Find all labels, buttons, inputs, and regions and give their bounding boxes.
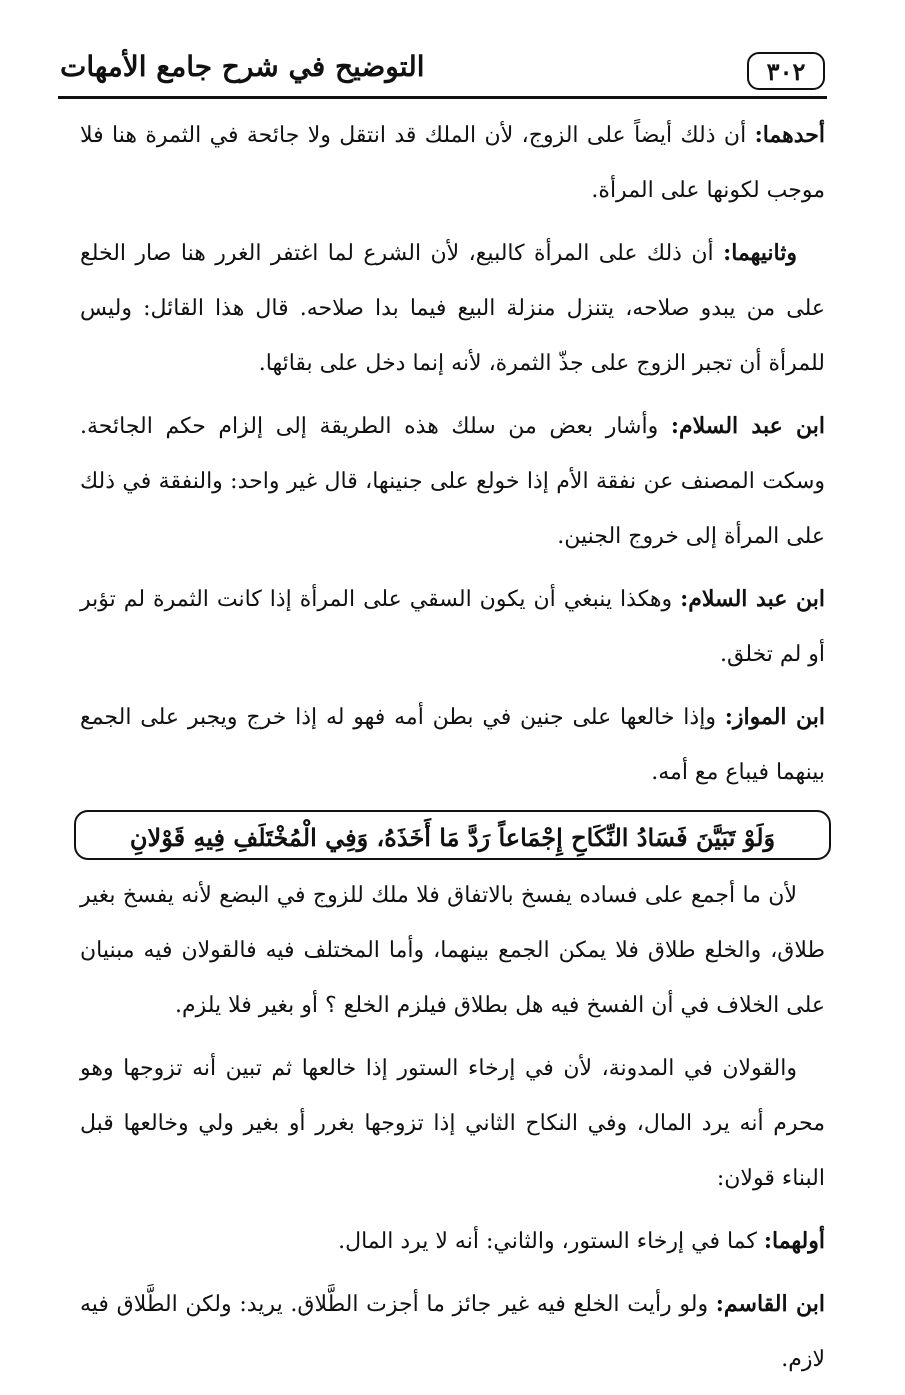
paragraph-2 [80, 226, 825, 391]
paragraph-text: لأن ما أجمع على فساده يفسخ بالاتفاق فلا ملك للزوج في البضع لأنه يفسخ بغير طلاق، والخلع طلاق فلا يمكن الجمع بينهما، وأما المختلف فيه فالقولان فيه مبنيان على الخلاف في أن الفسخ فيه هل بطلاق فيلزم الخلع ؟ أو بغير فلا يلزم. [80, 883, 825, 1018]
paragraph-text: كما في إرخاء الستور، والثاني: أنه لا يرد المال. [338, 1229, 764, 1254]
paragraph-lead: ابن عبد السلام: [680, 586, 825, 612]
paragraph-3 [80, 399, 825, 564]
paragraph-text: أن ذلك على المرأة كالبيع، لأن الشرع لما اغتفر الغرر هنا صار الخلع على من يبدو صلاحه، يتنزل منزلة البيع فيما بدا صلاحه. قال هذا القائل: وليس للمرأة أن تجبر الزوج على جذّ الثمرة، لأنه إنما دخل على بقائها. [80, 241, 825, 376]
paragraph-lead: أولهما: [763, 1228, 825, 1254]
paragraph-6 [80, 868, 825, 1033]
running-title: التوضيح في شرح جامع الأمهات [60, 50, 425, 83]
page-header [60, 44, 825, 96]
matn-box: وَلَوْ تَبَيَّنَ فَسَادُ النِّكَاحِ إِجْمَاعاً رَدَّ مَا أَخَذَهُ، وَفِي الْمُخْتَلَفِ فِيهِ قَوْلانِ [74, 810, 831, 860]
paragraph-lead: ابن المواز: [724, 704, 825, 730]
page-body [80, 108, 825, 1395]
paragraph-text: ولو رأيت الخلع فيه غير جائز ما أجزت الطَّلاق. يريد: ولكن الطَّلاق فيه لازم. [80, 1292, 825, 1372]
paragraph-text: والقولان في المدونة، لأن في إرخاء الستور إذا خالعها ثم تبين أنه تزوجها وهو محرم أنه يرد المال، وفي النكاح الثاني إذا تزوجها بغرر أو بغير ولي وخالعها قبل البناء قولان: [80, 1056, 825, 1191]
paragraph-text: وإذا خالعها على جنين في بطن أمه فهو له إذا خرج ويجبر على الجمع بينهما فيباع مع أمه. [80, 705, 825, 785]
paragraph-text: وأشار بعض من سلك هذه الطريقة إلى إلزام حكم الجائحة. وسكت المصنف عن نفقة الأم إذا خولع على جنينها، قال غير واحد: والنفقة في ذلك على المرأة إلى خروج الجنين. [80, 414, 825, 549]
paragraph-lead: ابن عبد السلام: [670, 413, 825, 439]
header-rule [58, 96, 827, 99]
paragraph-lead: ابن القاسم: [715, 1291, 825, 1317]
paragraph-lead: أحدهما: [754, 122, 825, 148]
paragraph-5 [80, 690, 825, 800]
paragraph-4 [80, 572, 825, 682]
paragraph-lead: وثانيهما: [723, 240, 797, 266]
paragraph-7 [80, 1041, 825, 1206]
paragraph-1 [80, 108, 825, 218]
paragraph-9 [80, 1277, 825, 1387]
paragraph-text: أن ذلك أيضاً على الزوج، لأن الملك قد انتقل ولا جائحة في الثمرة هنا فلا موجب لكونها على المرأة. [80, 123, 825, 203]
page-number: ٣٠٢ [747, 52, 825, 90]
paragraph-text: وهكذا ينبغي أن يكون السقي على المرأة إذا كانت الثمرة لم تؤبر أو لم تخلق. [80, 587, 825, 667]
paragraph-8 [80, 1214, 825, 1269]
